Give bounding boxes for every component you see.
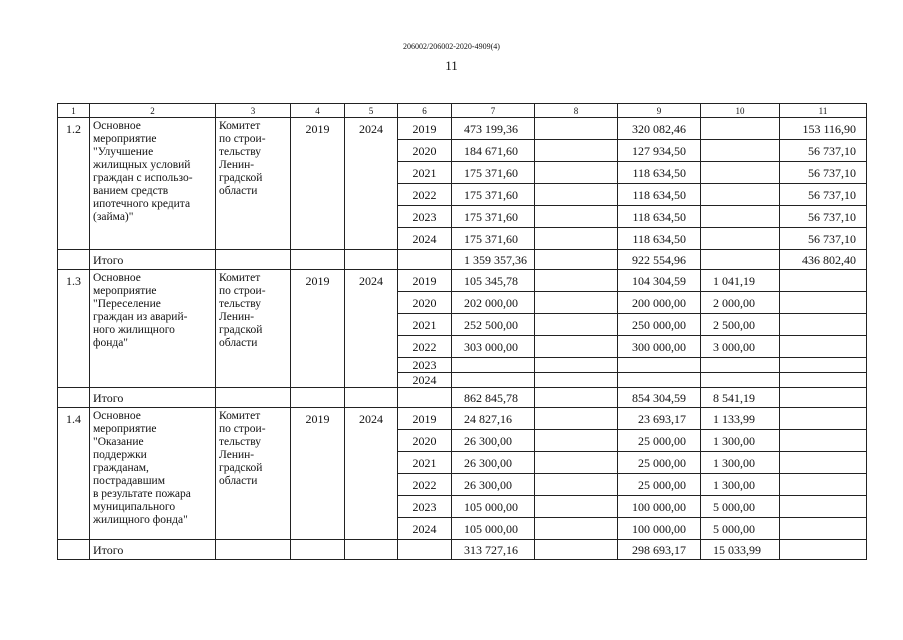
amount-total-cell: 303 000,00 [452, 336, 535, 358]
section-name-line: мероприятие [93, 285, 157, 297]
organization-line: градской [219, 172, 263, 184]
amount-local-cell: 1 300,00 [701, 474, 780, 496]
amount-local-cell: 1 041,19 [701, 270, 780, 292]
section-name-line: мероприятие [93, 133, 157, 145]
start-year: 2019 [291, 408, 345, 540]
section-name-line: фонда" [93, 337, 129, 349]
amount-other-cell: 56 737,10 [780, 228, 867, 250]
amount-local-cell [701, 358, 780, 373]
amount-local-cell: 1 300,00 [701, 452, 780, 474]
amount-local-cell: 1 133,99 [701, 408, 780, 430]
amount-regional-cell: 118 634,50 [618, 228, 701, 250]
section-name-line: поддержки [93, 449, 147, 461]
amount-local-cell [701, 206, 780, 228]
amount-federal-cell [535, 373, 618, 388]
amount-regional-cell: 100 000,00 [618, 496, 701, 518]
organization-line: Комитет [219, 120, 261, 132]
amount-regional-cell: 104 304,59 [618, 270, 701, 292]
responsible-organization [216, 408, 291, 540]
amount-federal-cell [535, 430, 618, 452]
amount-regional-cell [618, 373, 701, 388]
header-cell: 4 [291, 104, 345, 118]
amount-federal-cell [535, 206, 618, 228]
responsible-organization [216, 270, 291, 388]
amount-other-cell [780, 474, 867, 496]
header-cell: 5 [345, 104, 398, 118]
year-cell: 2021 [398, 452, 452, 474]
header-cell: 3 [216, 104, 291, 118]
total-federal-cell [535, 250, 618, 270]
amount-regional-cell: 200 000,00 [618, 292, 701, 314]
section-name-line: жилищных условий [93, 159, 191, 171]
section-name-line: (займа)" [93, 211, 134, 223]
organization-line: по строи- [219, 133, 266, 145]
header-cell: 7 [452, 104, 535, 118]
section-name-line: муниципального [93, 501, 176, 513]
amount-regional-cell [618, 358, 701, 373]
amount-federal-cell [535, 270, 618, 292]
organization-line: тельству [219, 146, 262, 158]
year-cell: 2019 [398, 408, 452, 430]
total-empty-cell [216, 540, 291, 560]
amount-federal-cell [535, 118, 618, 140]
section-name [90, 408, 216, 540]
total-other-cell [780, 388, 867, 408]
budget-table [57, 103, 867, 560]
organization-line: по строи- [219, 285, 266, 297]
section-name [90, 270, 216, 388]
year-cell: 2024 [398, 518, 452, 540]
year-cell: 2022 [398, 474, 452, 496]
amount-total-cell: 105 345,78 [452, 270, 535, 292]
section-name-line: Основное [93, 120, 141, 132]
section-number: 1.4 [58, 408, 90, 540]
year-cell: 2023 [398, 358, 452, 373]
total-empty-cell [291, 388, 345, 408]
organization-line: по строи- [219, 423, 266, 435]
amount-federal-cell [535, 474, 618, 496]
amount-other-cell [780, 430, 867, 452]
header-cell: 2 [90, 104, 216, 118]
section-name-line: Основное [93, 410, 141, 422]
header-cell: 1 [58, 104, 90, 118]
amount-total-cell: 184 671,60 [452, 140, 535, 162]
section-name [90, 118, 216, 250]
amount-local-cell [701, 184, 780, 206]
amount-total-cell: 26 300,00 [452, 430, 535, 452]
total-empty-cell [216, 388, 291, 408]
total-empty-cell [216, 250, 291, 270]
total-regional-cell: 854 304,59 [618, 388, 701, 408]
amount-federal-cell [535, 518, 618, 540]
organization-line: Ленин- [219, 159, 255, 171]
amount-local-cell [701, 140, 780, 162]
total-empty-cell [58, 388, 90, 408]
section-name-line: жилищного фонда" [93, 514, 188, 526]
amount-other-cell [780, 358, 867, 373]
amount-local-cell: 2 500,00 [701, 314, 780, 336]
total-other-cell: 436 802,40 [780, 250, 867, 270]
amount-other-cell [780, 336, 867, 358]
section-name-line: "Улучшение [93, 146, 154, 158]
amount-federal-cell [535, 358, 618, 373]
amount-other-cell: 153 116,90 [780, 118, 867, 140]
header-cell: 11 [780, 104, 867, 118]
amount-regional-cell: 25 000,00 [618, 452, 701, 474]
amount-other-cell: 56 737,10 [780, 162, 867, 184]
amount-federal-cell [535, 184, 618, 206]
section-name-line: "Оказание [93, 436, 144, 448]
header-row [58, 104, 867, 118]
amount-federal-cell [535, 140, 618, 162]
section-name-line: в результате пожара [93, 488, 191, 500]
total-label: Итого [90, 540, 216, 560]
amount-regional-cell: 25 000,00 [618, 430, 701, 452]
table-row [58, 408, 867, 430]
amount-total-cell [452, 358, 535, 373]
amount-other-cell [780, 373, 867, 388]
amount-other-cell [780, 496, 867, 518]
amount-total-cell: 175 371,60 [452, 228, 535, 250]
amount-regional-cell: 300 000,00 [618, 336, 701, 358]
amount-total-cell: 252 500,00 [452, 314, 535, 336]
total-empty-cell [398, 540, 452, 560]
amount-local-cell [701, 118, 780, 140]
amount-federal-cell [535, 336, 618, 358]
header-cell: 10 [701, 104, 780, 118]
organization-line: тельству [219, 298, 262, 310]
section-number: 1.3 [58, 270, 90, 388]
section-name-line: "Переселение [93, 298, 161, 310]
year-cell: 2020 [398, 430, 452, 452]
section-name-line: граждан из аварий- [93, 311, 188, 323]
header-cell: 8 [535, 104, 618, 118]
total-regional-cell: 922 554,96 [618, 250, 701, 270]
year-cell: 2019 [398, 118, 452, 140]
amount-other-cell [780, 518, 867, 540]
end-year: 2024 [345, 118, 398, 250]
amount-total-cell: 202 000,00 [452, 292, 535, 314]
amount-federal-cell [535, 452, 618, 474]
amount-local-cell [701, 228, 780, 250]
header-cell: 9 [618, 104, 701, 118]
total-local-cell: 8 541,19 [701, 388, 780, 408]
end-year: 2024 [345, 270, 398, 388]
organization-line: градской [219, 462, 263, 474]
organization-line: Ленин- [219, 311, 255, 323]
start-year: 2019 [291, 118, 345, 250]
amount-regional-cell: 250 000,00 [618, 314, 701, 336]
total-empty-cell [58, 250, 90, 270]
organization-line: Комитет [219, 410, 261, 422]
total-label: Итого [90, 250, 216, 270]
amount-federal-cell [535, 314, 618, 336]
amount-regional-cell: 25 000,00 [618, 474, 701, 496]
year-cell: 2020 [398, 140, 452, 162]
amount-regional-cell: 127 934,50 [618, 140, 701, 162]
amount-other-cell [780, 270, 867, 292]
section-name-line: пострадавшим [93, 475, 165, 487]
total-empty-cell [345, 540, 398, 560]
amount-total-cell: 175 371,60 [452, 206, 535, 228]
total-empty-cell [345, 250, 398, 270]
organization-line: градской [219, 324, 263, 336]
year-cell: 2023 [398, 496, 452, 518]
section-name-line: ного жилищного [93, 324, 175, 336]
total-row [58, 388, 867, 408]
organization-line: области [219, 185, 258, 197]
amount-total-cell: 105 000,00 [452, 496, 535, 518]
amount-federal-cell [535, 162, 618, 184]
section-number: 1.2 [58, 118, 90, 250]
amount-local-cell: 2 000,00 [701, 292, 780, 314]
amount-regional-cell: 118 634,50 [618, 162, 701, 184]
year-cell: 2024 [398, 228, 452, 250]
total-local-cell: 15 033,99 [701, 540, 780, 560]
organization-line: Комитет [219, 272, 261, 284]
total-row [58, 250, 867, 270]
amount-regional-cell: 118 634,50 [618, 184, 701, 206]
amount-total-cell: 175 371,60 [452, 162, 535, 184]
year-cell: 2021 [398, 314, 452, 336]
amount-local-cell: 5 000,00 [701, 496, 780, 518]
total-amount-cell: 1 359 357,36 [452, 250, 535, 270]
organization-line: Ленин- [219, 449, 255, 461]
amount-total-cell: 473 199,36 [452, 118, 535, 140]
amount-local-cell [701, 373, 780, 388]
year-cell: 2022 [398, 184, 452, 206]
amount-other-cell [780, 314, 867, 336]
total-regional-cell: 298 693,17 [618, 540, 701, 560]
document-number: 206002/206002-2020-4909(4) [403, 42, 500, 51]
page-number: 11 [445, 58, 458, 73]
amount-other-cell: 56 737,10 [780, 184, 867, 206]
amount-total-cell: 26 300,00 [452, 452, 535, 474]
amount-local-cell: 1 300,00 [701, 430, 780, 452]
amount-federal-cell [535, 228, 618, 250]
year-cell: 2023 [398, 206, 452, 228]
amount-federal-cell [535, 292, 618, 314]
amount-other-cell: 56 737,10 [780, 140, 867, 162]
total-federal-cell [535, 540, 618, 560]
total-federal-cell [535, 388, 618, 408]
year-cell: 2021 [398, 162, 452, 184]
year-cell: 2022 [398, 336, 452, 358]
amount-total-cell: 24 827,16 [452, 408, 535, 430]
amount-total-cell: 105 000,00 [452, 518, 535, 540]
amount-regional-cell: 320 082,46 [618, 118, 701, 140]
total-empty-cell [398, 250, 452, 270]
amount-local-cell: 3 000,00 [701, 336, 780, 358]
end-year: 2024 [345, 408, 398, 540]
header-cell: 6 [398, 104, 452, 118]
section-name-line: ипотечного кредита [93, 198, 191, 210]
amount-local-cell [701, 162, 780, 184]
total-label: Итого [90, 388, 216, 408]
year-cell: 2020 [398, 292, 452, 314]
organization-line: области [219, 475, 258, 487]
amount-total-cell [452, 373, 535, 388]
total-empty-cell [291, 540, 345, 560]
amount-regional-cell: 118 634,50 [618, 206, 701, 228]
amount-local-cell: 5 000,00 [701, 518, 780, 540]
amount-other-cell: 56 737,10 [780, 206, 867, 228]
section-name-line: Основное [93, 272, 141, 284]
total-other-cell [780, 540, 867, 560]
amount-regional-cell: 100 000,00 [618, 518, 701, 540]
amount-total-cell: 175 371,60 [452, 184, 535, 206]
section-name-line: граждан с использо- [93, 172, 193, 184]
amount-federal-cell [535, 496, 618, 518]
section-name-line: мероприятие [93, 423, 157, 435]
total-amount-cell: 862 845,78 [452, 388, 535, 408]
start-year: 2019 [291, 270, 345, 388]
amount-total-cell: 26 300,00 [452, 474, 535, 496]
total-empty-cell [58, 540, 90, 560]
amount-federal-cell [535, 408, 618, 430]
year-cell: 2019 [398, 270, 452, 292]
total-empty-cell [345, 388, 398, 408]
amount-other-cell [780, 292, 867, 314]
amount-other-cell [780, 452, 867, 474]
year-cell: 2024 [398, 373, 452, 388]
total-empty-cell [398, 388, 452, 408]
table-row [58, 118, 867, 140]
section-name-line: гражданам, [93, 462, 149, 474]
total-empty-cell [291, 250, 345, 270]
amount-regional-cell: 23 693,17 [618, 408, 701, 430]
table-row [58, 270, 867, 292]
total-amount-cell: 313 727,16 [452, 540, 535, 560]
total-row [58, 540, 867, 560]
organization-line: тельству [219, 436, 262, 448]
responsible-organization [216, 118, 291, 250]
section-name-line: ванием средств [93, 185, 169, 197]
organization-line: области [219, 337, 258, 349]
amount-other-cell [780, 408, 867, 430]
total-local-cell [701, 250, 780, 270]
